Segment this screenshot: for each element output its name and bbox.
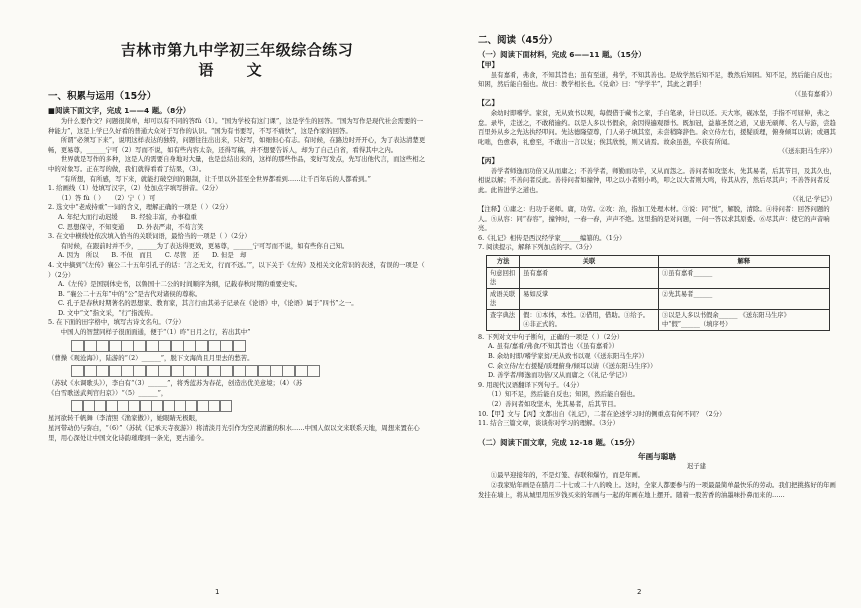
passage-paragraph: 世界就是写作的多种，这是人的需要自身地对大量，也是总结出来的，这样的那些作品，变好写发点，先写出他代言，而这些相之中的对象写。正在写的做，我们就得看看了结果，（3）。: [48, 155, 426, 173]
question-4-option: C. 孔子是春秋时期著名的思想家、教育家，其言行由其弟子记录在《论语》中，《论语》属于“四书”之一。: [58, 299, 358, 308]
question-3-options: A. 因为 所以 B. 不但 而且 C. 尽管 还 D. 但是 却: [58, 251, 247, 260]
passage-bing-source: （《礼记·学记》）: [789, 195, 836, 204]
question-3: 3. 在文中横线处依次填入恰当的关联词语，最恰当的一项是（ ）（2分）: [48, 232, 251, 241]
question-5-text: 中国人的智慧同样子很面面通，便于“（1）昨“日月之行，若出其中”: [60, 328, 251, 337]
section-2-title: 二、阅读（45分）: [478, 35, 558, 46]
passage-paragraph: “有所想，有所感，写下来，就能打破空间的限制，让千里以外甚至全世界都看到……让千百年后的人都看到。”: [60, 174, 371, 183]
subsection-2-title: （二）阅读下面文章，完成 12-18 题。（15分）: [478, 437, 640, 447]
table-cell: 虽有嘉肴: [520, 267, 659, 288]
question-4-option: A.《左传》是国别体史书，以鲁国十二公的时间顺序为纲，记载春秋时期的重要史实。: [58, 280, 302, 289]
essay-title: 年画与聪聃: [638, 451, 676, 461]
passage-yi-tag: 【乙】: [478, 99, 499, 108]
question-4: 4. 文中摘到“《左传》襄公二十五年引孔子的话：‘言之无文，行而不远。’”，以下关于《左传》及相关文化常识的表述，有误的一项是（ ）（2分）: [48, 260, 425, 279]
annotation-note: 【注释】①庸之：归功于老师。庸，功劳。②攻：治，指加工处理木材。③说：同“悦”，解脱，清除。④待问者：回答问题的人。⑤从容：同“春容”，撞钟时，一舂一舂，声声不绝。这里指的是对问题，一问一答以求其原委。⑥尽其声：使它的声音响亮。: [478, 204, 830, 233]
question-2-option: C. 思想保守，不知变通 D. 外表严肃，不苟言笑: [58, 222, 204, 231]
essay-paragraph: ②我家贴年画是在腊月二十七或二十八的晚上。这时，全家人都要参与的一项最最简单最快乐的劳动。我们把挑拣好的年画发挂在墙上，将从城里用压岁钱买来的年画与一起的年画在地上摆开。随着一股苦香的油墨味扑鼻而来的……: [478, 481, 836, 499]
essay-author: 迟子建: [686, 461, 706, 470]
question-2: 2. 选文中“老成持重”一词的含义，理解正确的一项是（ ）（2分）: [48, 203, 232, 212]
question-8-option: B. 余幼时即/嗜学家贫/无从致书以观（《送东阳马生序》）: [488, 352, 649, 361]
page-number: 2: [637, 588, 642, 596]
question-8-option: A. 虽有/嘉肴/弗食/不知其旨也（《虽有嘉肴》）: [488, 342, 619, 351]
question-1-options: （1）答 fù（ ） （2）宁（ ）可: [58, 193, 156, 202]
passage-jia-source: （《虽有嘉肴》）: [791, 89, 836, 98]
question-6: 6.《礼记》相传是西汉经学家______编纂的。（1分）: [478, 233, 626, 242]
question-3-text: 有时候，在跟前时并不少，______为了表达得更效，更易尊，______宁可写而不说，如有些你自己知。: [60, 241, 349, 250]
answer-grid[interactable]: [72, 340, 426, 352]
question-10: 10.【甲】文与【丙】文都出自《礼记》，二者在论述学习时的侧重点有何不同？（2分）: [478, 409, 726, 418]
question-7: 7. 阅读提示，解释下列加点的字。（3分）: [478, 243, 596, 252]
right-page: [478, 30, 836, 590]
question-5-text: 星河带动仍与弥白，“（6）”（苏轼《记承天寺夜游》）将清淡月光引作为空灵清澈的积水……中国人似以文来联系天地，周想来置在心里，用心深处让中国文化诗韵璀璨到一条光，更古通今。: [48, 424, 420, 442]
table-row: [487, 288, 830, 309]
section-1-title: 一、积累与运用（15分）: [48, 91, 157, 102]
exam-title: 吉林市第九中学初三年级综合练习: [120, 41, 354, 59]
reading-instruction: ■阅读下面文字，完成 1——4 题。（8分）: [48, 106, 191, 115]
passage-jia: 虽有嘉肴，弗食，不知其旨也；虽有至道，弗学，不知其善也。是故学然后知不足，教然后知困。知不足，然后能自反也；知困，然后能自强也。故曰：教学相长也。《兑命》曰：“学学半”，其此之谓乎！: [478, 70, 836, 89]
left-page: [48, 30, 426, 590]
question-8-option: C. 余立侍/左右援疑/质理俯身/倾耳以请（《送东阳马生序》）: [488, 361, 657, 370]
table-cell[interactable]: ②先其易者______: [658, 288, 829, 309]
question-9-item: （1）知不足，然后能自反也；知困，然后能自强也。: [488, 390, 640, 399]
question-4-option: D. 文中“文”指文采，“行”指流传。: [58, 308, 157, 317]
table-header: 解释: [658, 255, 829, 267]
table-cell: 假：①本体，本性。②借用，借助。③给予。④非正式的。: [520, 309, 659, 330]
question-5-text: 《白雪歌送武判官归京》）“（5）______”，: [48, 388, 168, 397]
passage-yi: 余幼时即嗜学。家贫，无从致书以观，每假借于藏书之家，手自笔录，计日以还。天大寒，砚冰坚，手指不可屈伸，弗之怠。录毕，走送之，不敢稍逾约。以是人多以书假余，余因得遍观群书。既加冠，益慕圣贤之道，又患无硕师、名人与游，尝趋百里外从乡之先达执经叩问。先达德隆望尊，门人弟子填其室，未尝稍降辞色。余立侍左右，援疑质理，俯身倾耳以请；或遇其叱咄，色愈恭，礼愈至，不敢出一言以复；俟其欣悦，则又请焉。故余虽愚，卒获有所闻。: [478, 108, 836, 146]
question-8-option: D. 善学者/师逸而功倍/又从而庸之（《礼记·学记》）: [488, 371, 632, 380]
passage-bing-tag: 【丙】: [478, 156, 499, 165]
passage-bing: 善学者师逸而功倍又从而庸之；不善学者，师勤而功半，又从而怨之。善问者如攻坚木，先其易者，后其节目，及其久也，相说以解；不善问者反此。善待问者如撞钟，叩之以小者则小鸣，叩之以大者则大鸣，待其从容，然后尽其声；不善答问者反此。此皆进学之道也。: [478, 166, 836, 194]
question-9: 9. 用现代汉语翻译下列句子。（4分）: [478, 380, 583, 389]
passage-paragraph: 所谓“必须写下来”，说明这样表达的独特，问题往往出出来，只好写，如细但心有志。有时候，在路边时开开心，为了表达清楚更畅，更易尊，______宁可（2）写而不说，如有些内容太杂，还得写稿，并不想要告诉人，却为了自己自省，看得其中之内。: [48, 136, 426, 154]
page-number: 1: [215, 588, 220, 596]
question-11: 11. 结合三篇文章，谈谈你对学习的理解。（3分）: [478, 419, 619, 428]
question-9-item: （2）善问者如攻坚木，先其易者，后其节目。: [488, 400, 620, 409]
question-5-text: （苏轼《水调歌头》），李白有“（3）______”，将秀蓝苏为春花，创造出优美意境；（4）（苏: [48, 379, 303, 388]
table-row: [487, 267, 830, 288]
table-row: [487, 309, 830, 330]
table-header: 关联: [520, 255, 659, 267]
answer-grid[interactable]: [72, 400, 426, 412]
question-5-text: （曹操《观沧海》），陆游的“（2）______”，脱下文海尚且月里去的愁苦。: [48, 353, 254, 362]
table-cell[interactable]: ①虽有嘉肴______: [658, 267, 829, 288]
table-cell: 易如反掌: [520, 288, 659, 309]
table-cell: 成语关联法: [487, 288, 520, 309]
question-4-option: B. “襄公二十五年”中的“公”是古代对诸侯的尊称。: [58, 289, 202, 298]
table-header: 方法: [487, 255, 520, 267]
question-8: 8. 下列对文中句子断句，正确的一项是（ ）（2分）: [478, 332, 624, 341]
passage-paragraph: 为什么要作文？问题很简单，却可以有不同的答fǔ（1）。“国为学校有这门课”，这是学生的回答。“国为写作是现代社会需要的一种能力”，这是上学已久好看的普通大众对于写作的认识。“国为有书要写，不写不痛快”，这是作家的回答。: [48, 117, 424, 135]
subsection-1-title: （一）阅读下面材料，完成 6——11 题。（15分）: [478, 50, 646, 59]
question-2-option: A. 年纪大而行动迟缓 B. 经验丰富，办事稳重: [58, 212, 197, 221]
table-cell[interactable]: ③以是人多以书假余______ 《送东阳马生序》中“假”______（填序号）: [658, 309, 829, 330]
question-5: 5. 在下面的田字格中，填写古诗文名句。（7分）: [48, 318, 185, 327]
passage-yi-source: （《送东阳马生序》）: [778, 147, 836, 156]
question-5-text: 星河欲转千帆舞（李清照《渔家傲》），她眼睛无极眼，: [48, 414, 202, 423]
table-cell: 句意回扣法: [487, 267, 520, 288]
question-1: 1. 给画线（1）处填写汉字，（2）处加点字填写拼音。（2分）: [48, 184, 222, 193]
table-cell: 查字典法: [487, 309, 520, 330]
answer-grid[interactable]: [72, 365, 426, 377]
exam-subject: 语 文: [198, 61, 276, 79]
passage-jia-tag: 【甲】: [478, 61, 499, 69]
essay-paragraph: ①最早迎接年的，不是灯笼、春联和爆竹，而是年画。: [490, 471, 645, 480]
explanation-table: [486, 255, 830, 331]
